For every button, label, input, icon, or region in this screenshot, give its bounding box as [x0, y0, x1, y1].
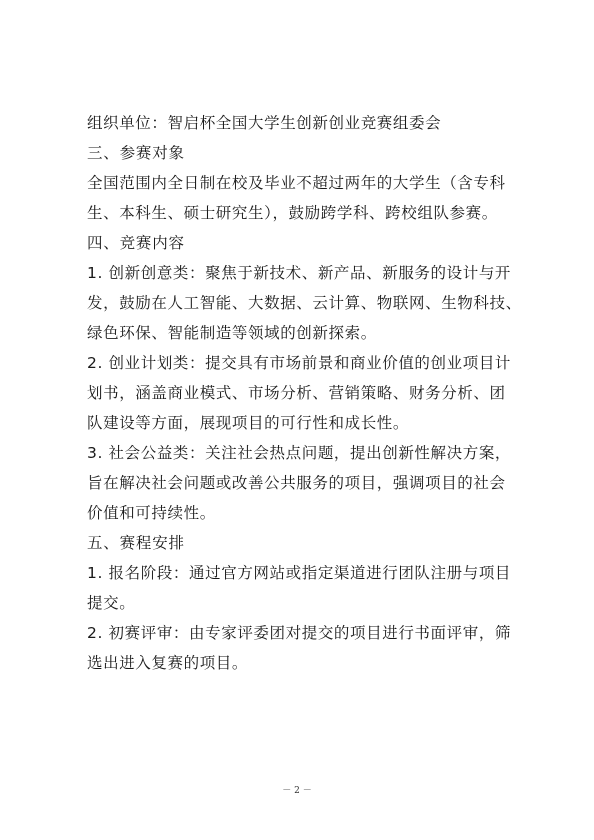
content-item-3-line: 旨在解决社会问题或改善公共服务的项目，强调项目的社会 — [87, 474, 506, 492]
content-item-2-line: 划书，涵盖商业模式、市场分析、营销策略、财务分析、团 — [87, 384, 506, 402]
content-item-1-line: 1. 创新创意类：聚焦于新技术、新产品、新服务的设计与开 — [87, 264, 512, 282]
content-item-2-line: 队建设等方面，展现项目的可行性和成长性。 — [87, 414, 410, 432]
document-body — [87, 108, 522, 678]
content-item-2-line: 2. 创业计划类：提交具有市场前景和商业价值的创业项目计 — [87, 354, 512, 372]
section-heading-participants: 三、参赛对象 — [87, 144, 185, 162]
schedule-item-1-line: 1. 报名阶段：通过官方网站或指定渠道进行团队注册与项目 — [87, 564, 512, 582]
schedule-item-2-line: 选出进入复赛的项目。 — [87, 654, 249, 672]
content-item-1-line: 发，鼓励在人工智能、大数据、云计算、物联网、生物科技、 — [87, 294, 522, 312]
content-item-3-line: 3. 社会公益类：关注社会热点问题，提出创新性解决方案， — [87, 444, 512, 462]
page-number: － 2 － — [282, 786, 312, 796]
content-item-3-line: 价值和可持续性。 — [87, 504, 216, 522]
organizer-line: 组织单位：智启杯全国大学生创新创业竞赛组委会 — [87, 114, 442, 132]
schedule-item-2-line: 2. 初赛评审：由专家评委团对提交的项目进行书面评审，筛 — [87, 624, 512, 642]
participants-text-line: 全国范围内全日制在校及毕业不超过两年的大学生（含专科 — [87, 174, 506, 192]
participants-text-line: 生、本科生、硕士研究生），鼓励跨学科、跨校组队参赛。 — [87, 204, 498, 222]
schedule-item-1-line: 提交。 — [87, 594, 136, 612]
content-item-1-line: 绿色环保、智能制造等领域的创新探索。 — [87, 324, 377, 342]
section-heading-content: 四、竞赛内容 — [87, 234, 185, 252]
section-heading-schedule: 五、赛程安排 — [87, 534, 185, 552]
